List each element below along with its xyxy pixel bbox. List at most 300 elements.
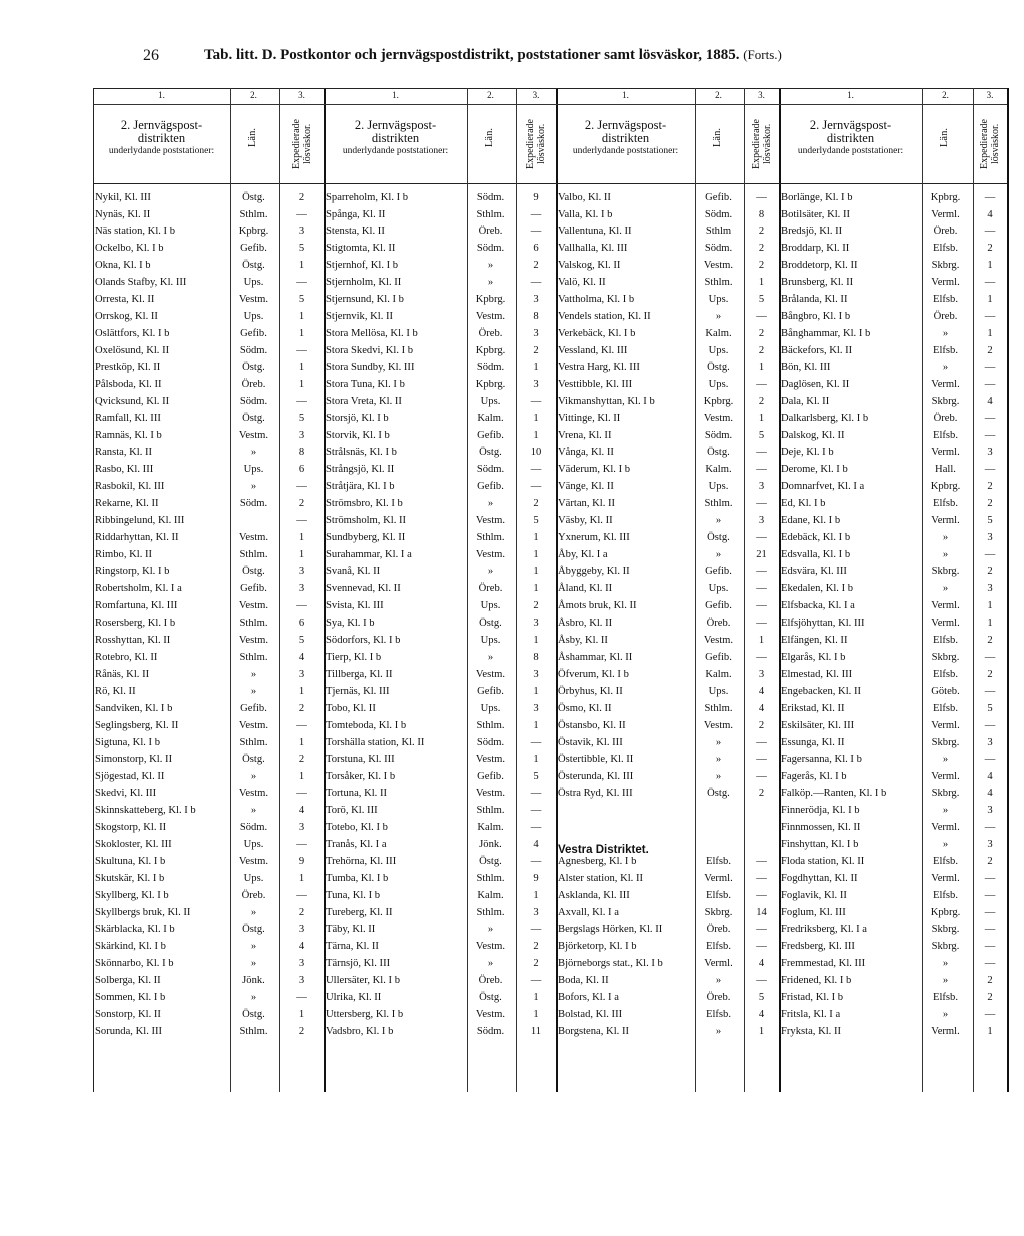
table-row <box>93 921 324 938</box>
station-count: — <box>530 226 542 238</box>
station-count: 1 <box>533 413 539 425</box>
station-lan: Öreb. <box>933 226 958 238</box>
station-name: Nykil, Kl. III <box>95 192 151 203</box>
station-lan: Elfsb. <box>705 940 731 952</box>
station-lan: Skbrg. <box>704 906 733 918</box>
station-count: 2 <box>758 226 765 238</box>
station-name: Valbo, Kl. II <box>558 192 611 203</box>
expedited-bags-header: Expedierade lösväskor. <box>525 119 547 169</box>
station-count: — <box>530 464 542 476</box>
station-lan: Ups. <box>480 396 501 408</box>
station-name: Storvik, Kl. I b <box>326 430 390 442</box>
station-count: 2 <box>758 243 765 255</box>
station-name: Floda station, Kl. II <box>781 855 865 867</box>
station-count: 1 <box>533 583 539 595</box>
table-row <box>324 751 556 768</box>
station-count: 2 <box>987 668 993 680</box>
table-row <box>324 257 556 274</box>
station-count: 1 <box>533 1008 539 1020</box>
station-name: Brunsberg, Kl. II <box>781 277 854 289</box>
column-numbers <box>324 90 556 104</box>
table-row <box>324 785 556 802</box>
table-row <box>556 444 779 461</box>
table-row <box>93 683 324 700</box>
station-lan: Öreb. <box>933 413 958 425</box>
station-name: Örbyhus, Kl. II <box>558 685 623 697</box>
column-block-4 <box>779 88 1007 1092</box>
station-lan: Gefib. <box>477 770 504 782</box>
station-name: Edsvära, Kl. III <box>781 566 847 578</box>
station-count: 21 <box>756 549 767 561</box>
expedited-bags-header: Expedierade lösväskor. <box>290 119 313 169</box>
station-lan: » <box>942 328 949 340</box>
station-lan: Kalm. <box>477 413 504 425</box>
district-header-line: 2. Jernvägspost- <box>120 118 203 132</box>
station-name: Bolstad, Kl. III <box>558 1008 623 1020</box>
station-lan: Östg. <box>242 923 265 935</box>
station-lan: Sthlm. <box>239 617 268 629</box>
station-count: 2 <box>298 702 305 714</box>
station-name: Strålsnäs, Kl. I b <box>326 447 397 459</box>
station-lan: Vestm. <box>475 940 506 952</box>
station-lan: » <box>942 532 949 544</box>
header-rule <box>93 104 324 105</box>
station-count: — <box>984 923 996 935</box>
station-name: Stjernhof, Kl. I b <box>326 260 399 272</box>
table-row <box>93 870 324 887</box>
station-count: 2 <box>533 498 539 510</box>
table-row <box>556 546 779 563</box>
station-lan: Sthlm. <box>476 532 505 544</box>
station-lan: Elfsb. <box>932 345 958 357</box>
station-count: 6 <box>533 243 539 255</box>
station-lan: » <box>250 940 257 952</box>
station-lan: Vestm. <box>238 855 269 867</box>
table-row <box>779 359 1007 376</box>
station-lan: Kalm. <box>477 821 504 833</box>
station-name: Vesttibble, Kl. III <box>558 379 633 391</box>
station-name: Finnerödja, Kl. I b <box>781 804 860 816</box>
station-count: 1 <box>298 260 305 272</box>
table-row <box>556 410 779 427</box>
station-count: 4 <box>758 685 765 697</box>
station-lan: Sthlm. <box>239 209 268 221</box>
station-lan: Vestm. <box>238 634 269 646</box>
station-lan: Verml. <box>704 957 733 969</box>
table-row <box>779 1006 1007 1023</box>
table-row <box>779 734 1007 751</box>
table-row <box>93 887 324 904</box>
station-count: 2 <box>987 855 993 867</box>
station-count: 8 <box>298 447 305 459</box>
station-count: 4 <box>987 209 993 221</box>
station-lan: Ups. <box>708 685 729 697</box>
station-name: Elfsbacka, Kl. I a <box>781 600 855 612</box>
column-number: 2. <box>942 90 949 100</box>
table-row <box>93 478 324 495</box>
station-count: — <box>530 481 542 493</box>
station-name: Bånghammar, Kl. I b <box>781 328 871 340</box>
station-name: Östansbo, Kl. II <box>558 719 626 731</box>
station-name: Ramnäs, Kl. I b <box>95 430 162 442</box>
station-lan: Skbrg. <box>931 260 960 272</box>
station-name: Vadsbro, Kl. I b <box>326 1025 394 1037</box>
district-header-line: distrikten <box>137 131 186 145</box>
station-lan: Vestm. <box>703 260 734 272</box>
table-row <box>556 240 779 257</box>
table-row <box>779 223 1007 240</box>
table-row <box>779 972 1007 989</box>
station-name: Åsbro, Kl. II <box>558 617 613 629</box>
station-name: Daglösen, Kl. II <box>781 379 850 391</box>
station-name: Tjernäs, Kl. III <box>326 685 390 697</box>
station-count: 1 <box>298 379 305 391</box>
table-row <box>324 529 556 546</box>
table-row <box>324 444 556 461</box>
station-lan: Elfsb. <box>705 889 731 901</box>
station-name: Uttersberg, Kl. I b <box>326 1008 404 1020</box>
station-count: — <box>984 226 996 238</box>
station-name: Elfängen, Kl. II <box>781 634 848 646</box>
station-count: 4 <box>298 940 305 952</box>
station-name: Rö, Kl. II <box>95 685 136 697</box>
station-name: Riddarhyttan, Kl. II <box>95 532 179 544</box>
title-continued: (Forts.) <box>743 47 782 62</box>
station-count: 5 <box>298 634 305 646</box>
station-name: Torö, Kl. III <box>326 804 378 816</box>
table-row <box>779 291 1007 308</box>
station-lan: Öreb. <box>706 923 731 935</box>
station-count: — <box>756 464 767 476</box>
table-row <box>779 649 1007 666</box>
table-row <box>556 887 779 904</box>
station-count: 5 <box>298 413 305 425</box>
table-row <box>556 734 779 751</box>
station-name: Derome, Kl. I b <box>781 464 848 476</box>
station-count: 1 <box>298 685 305 697</box>
station-name: Sigtuna, Kl. I b <box>95 736 161 748</box>
station-lan: Sthlm. <box>239 1025 268 1037</box>
table-row <box>324 938 556 955</box>
station-name: Finnmossen, Kl. II <box>781 821 861 833</box>
station-name: Borgstena, Kl. II <box>558 1025 630 1037</box>
station-count: — <box>530 804 542 816</box>
station-lan: Östg. <box>479 855 502 867</box>
station-name: Vallhalla, Kl. III <box>558 243 628 255</box>
station-lan: Sthlm. <box>476 906 505 918</box>
station-name: Orrskog, Kl. II <box>95 311 158 323</box>
table-row <box>93 955 324 972</box>
station-lan: Kalm. <box>477 889 504 901</box>
station-name: Stora Mellösa, Kl. I b <box>326 328 418 340</box>
table-row <box>93 546 324 563</box>
station-name: Domnarfvet, Kl. I a <box>781 481 865 493</box>
column-header <box>324 88 556 184</box>
station-count: — <box>984 549 996 561</box>
station-count: — <box>984 889 996 901</box>
table-row <box>779 768 1007 785</box>
table-row <box>779 427 1007 444</box>
station-count: — <box>984 192 996 203</box>
station-count: 3 <box>987 447 993 459</box>
station-name: Tureberg, Kl. II <box>326 906 393 918</box>
station-lan: Kpbrg. <box>475 345 506 357</box>
table-row <box>93 597 324 614</box>
column-number: 2. <box>715 90 722 100</box>
station-lan: Ups. <box>243 838 264 850</box>
expedited-bags-header: Expedierade lösväskor. <box>979 119 1001 169</box>
column-number: 1. <box>622 90 629 100</box>
station-lan: » <box>715 311 722 323</box>
station-count: 3 <box>758 668 765 680</box>
table-row <box>324 597 556 614</box>
station-count: 3 <box>298 430 305 442</box>
station-count: 8 <box>533 311 539 323</box>
district-header-line: 2. Jernvägspost- <box>584 118 667 132</box>
station-lan: Elfsb. <box>932 498 958 510</box>
station-count: 3 <box>298 583 305 595</box>
table-row <box>779 580 1007 597</box>
station-count: — <box>756 379 767 391</box>
station-lan: Södm. <box>476 1025 505 1037</box>
station-lan: Östg. <box>242 566 265 578</box>
station-count: 2 <box>533 345 539 357</box>
station-name: Skedvi, Kl. III <box>95 787 157 799</box>
station-count: 1 <box>987 328 993 340</box>
table-row <box>93 836 324 853</box>
table-row <box>93 359 324 376</box>
station-name: Fredriksberg, Kl. I a <box>781 923 868 935</box>
station-name: Elfsjöhyttan, Kl. III <box>781 617 865 629</box>
station-name: Yxnerum, Kl. III <box>558 532 630 544</box>
table-row <box>324 870 556 887</box>
station-count: — <box>530 209 542 221</box>
station-count: — <box>756 447 767 459</box>
lan-header: Län. <box>246 128 258 147</box>
table-row <box>556 785 779 802</box>
station-lan: Öreb. <box>478 583 503 595</box>
station-lan: Östg. <box>707 787 730 799</box>
station-count: 3 <box>298 974 305 986</box>
table-row <box>324 802 556 819</box>
table-row <box>779 717 1007 734</box>
station-lan: Östg. <box>707 362 730 374</box>
station-count: 1 <box>987 294 993 306</box>
station-count: 1 <box>298 532 305 544</box>
station-lan: Kpbrg. <box>930 192 961 203</box>
station-count: 1 <box>533 532 539 544</box>
table-row <box>779 393 1007 410</box>
station-lan: Södm. <box>476 192 505 203</box>
station-lan: » <box>715 549 722 561</box>
station-count: — <box>296 600 307 612</box>
station-lan: » <box>250 804 257 816</box>
station-count: 1 <box>758 634 765 646</box>
station-name: Broddarp, Kl. II <box>781 243 850 255</box>
table-row <box>556 223 779 240</box>
station-lan: Vestm. <box>238 532 269 544</box>
station-lan: Verml. <box>931 209 960 221</box>
station-lan: » <box>250 447 257 459</box>
table-row <box>93 529 324 546</box>
station-lan: Sthlm. <box>239 651 268 663</box>
table-row <box>93 615 324 632</box>
station-name: Ulrika, Kl. II <box>326 991 382 1003</box>
station-name: Vendels station, Kl. II <box>558 311 651 323</box>
table-row <box>779 461 1007 478</box>
table-row <box>779 512 1007 529</box>
station-lan: Verml. <box>931 617 960 629</box>
table-row <box>324 478 556 495</box>
station-count: — <box>756 600 767 612</box>
station-lan: » <box>250 685 257 697</box>
table-row <box>556 921 779 938</box>
station-lan: Öreb. <box>478 226 503 238</box>
table-row <box>93 802 324 819</box>
station-lan: Sthlm. <box>476 804 505 816</box>
station-lan: Vestm. <box>703 719 734 731</box>
station-name: Väsby, Kl. II <box>558 515 613 527</box>
station-lan: Elfsb. <box>932 668 958 680</box>
station-lan: Verml. <box>704 872 733 884</box>
header-rule <box>324 104 556 105</box>
station-name: Väderum, Kl. I b <box>558 464 631 476</box>
station-count: 2 <box>758 260 765 272</box>
station-name: Fritsla, Kl. I a <box>781 1008 841 1020</box>
table-row <box>779 274 1007 291</box>
station-lan: Hall. <box>935 464 956 476</box>
column-numbers <box>93 90 324 104</box>
station-name: Foglavik, Kl. II <box>781 889 847 901</box>
station-count: 1 <box>533 991 539 1003</box>
station-name: Fagerås, Kl. I b <box>781 770 847 782</box>
table-row <box>556 683 779 700</box>
table-row <box>324 921 556 938</box>
station-name: Fristad, Kl. I b <box>781 991 844 1003</box>
station-name: Ed, Kl. I b <box>781 498 826 510</box>
table-row <box>93 768 324 785</box>
station-name: Rasbokil, Kl. III <box>95 481 165 493</box>
station-name: Vessland, Kl. III <box>558 345 628 357</box>
column-header <box>93 88 324 184</box>
station-name: Valskog, Kl. II <box>558 260 621 272</box>
table-row <box>556 529 779 546</box>
station-count: — <box>984 872 996 884</box>
station-lan: » <box>487 651 494 663</box>
station-name: Frykstа, Kl. II <box>781 1025 842 1037</box>
station-name: Svennevad, Kl. II <box>326 583 401 595</box>
station-count: 5 <box>758 430 765 442</box>
station-count: 4 <box>533 838 539 850</box>
station-lan: Sthlm. <box>704 277 733 289</box>
station-name: Ekedalen, Kl. I b <box>781 583 854 595</box>
station-lan: Verml. <box>931 821 960 833</box>
station-count: 2 <box>298 753 305 765</box>
station-name: Falköp.—Ranten, Kl. I b <box>781 787 887 799</box>
station-lan: Ups. <box>480 600 501 612</box>
station-lan: » <box>715 753 722 765</box>
station-lan: Ups. <box>480 634 501 646</box>
district-header-sub: underlydande poststationer: <box>108 146 215 156</box>
station-count: 4 <box>298 651 305 663</box>
station-lan: Östg. <box>479 617 502 629</box>
table-row <box>556 189 779 206</box>
table-row <box>93 1006 324 1023</box>
station-lan: Gefib. <box>240 243 267 255</box>
station-name: Tortuna, Kl. II <box>326 787 388 799</box>
station-lan: Kpbrg. <box>703 396 734 408</box>
table-row <box>93 291 324 308</box>
table-row <box>93 189 324 206</box>
station-name: Skokloster, Kl. III <box>95 838 172 850</box>
station-name: Åmots bruk, Kl. II <box>558 600 637 612</box>
station-name: Simonstorp, Kl. II <box>95 753 173 765</box>
station-lan: » <box>942 1008 949 1020</box>
station-name: Skärblacka, Kl. I b <box>95 923 175 935</box>
station-name: Bön, Kl. III <box>781 362 831 374</box>
station-lan: » <box>715 1025 722 1037</box>
station-count: 3 <box>987 838 993 850</box>
station-count: 9 <box>298 855 305 867</box>
station-name: Stjernsund, Kl. I b <box>326 294 404 306</box>
station-name: Ribbingelund, Kl. III <box>95 515 185 527</box>
station-name: Östavik, Kl. III <box>558 736 623 748</box>
station-lan: Öreb. <box>706 617 731 629</box>
table-row <box>93 257 324 274</box>
station-lan: Södm. <box>704 430 733 442</box>
station-count: 2 <box>987 481 993 493</box>
station-lan: Elfsb. <box>932 702 958 714</box>
station-lan: Verml. <box>931 770 960 782</box>
table-row <box>779 240 1007 257</box>
table-row <box>93 563 324 580</box>
column-block-3 <box>556 88 779 1092</box>
station-count: 1 <box>533 362 539 374</box>
station-name: Skyllberg, Kl. I b <box>95 889 169 901</box>
station-count: — <box>296 345 307 357</box>
station-count: 1 <box>987 617 993 629</box>
table-row <box>324 580 556 597</box>
station-lan: Verml. <box>931 600 960 612</box>
station-count: 3 <box>533 668 539 680</box>
table-row <box>556 751 779 768</box>
station-count: 5 <box>987 515 993 527</box>
station-count: 6 <box>298 464 305 476</box>
table-row <box>93 819 324 836</box>
station-name: Dalskog, Kl. II <box>781 430 845 442</box>
station-name: Trehörna, Kl. III <box>326 855 397 867</box>
table-row <box>779 666 1007 683</box>
station-count: 4 <box>987 770 993 782</box>
station-lan: Elfsb. <box>932 243 958 255</box>
station-name: Skogstorp, Kl. II <box>95 821 167 833</box>
station-name: Elgarås, Kl. I b <box>781 651 846 663</box>
block-divider <box>1007 88 1009 1092</box>
station-name: Asklanda, Kl. III <box>558 889 630 901</box>
station-count: 1 <box>298 736 305 748</box>
station-name: Stråtjära, Kl. I b <box>326 481 395 493</box>
station-lan: Östg. <box>242 1008 265 1020</box>
table-row <box>93 666 324 683</box>
station-count: 2 <box>298 192 305 203</box>
table-row <box>556 291 779 308</box>
table-row <box>324 955 556 972</box>
station-lan: Skbrg. <box>931 736 960 748</box>
station-lan: Öreb. <box>478 974 503 986</box>
station-name: Valö, Kl. II <box>558 277 606 289</box>
table-row <box>556 325 779 342</box>
station-lan: » <box>715 974 722 986</box>
